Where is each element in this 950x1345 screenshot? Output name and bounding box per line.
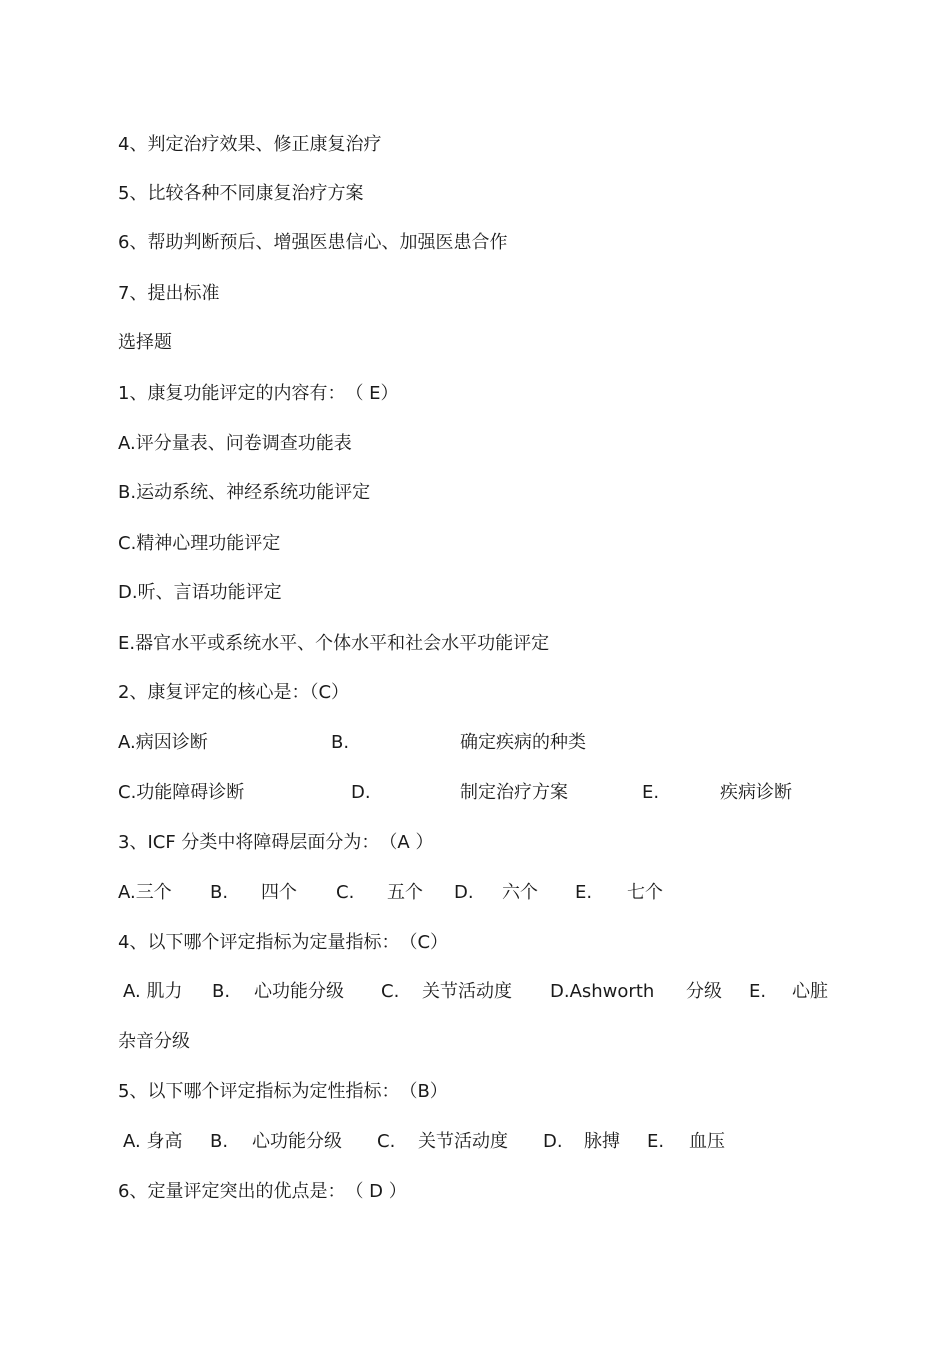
question-1-option-b: B.运动系统、神经系统功能评定 — [118, 482, 371, 503]
question-1-option-a: A.评分量表、问卷调查功能表 — [118, 433, 352, 454]
question-3-option-d-text: 六个 — [502, 882, 538, 903]
question-3-option-e-text: 七个 — [627, 882, 663, 903]
question-5-option-d-text: 脉搏 — [584, 1131, 620, 1152]
question-4-option-e-wrap: 杂音分级 — [118, 1031, 190, 1052]
question-5-stem: 5、以下哪个评定指标为定性指标： （B） — [118, 1081, 448, 1102]
question-5-option-b-text: 心功能分级 — [252, 1131, 342, 1152]
question-1-option-c: C.精神心理功能评定 — [118, 533, 281, 554]
question-1-option-d: D.听、言语功能评定 — [118, 582, 282, 603]
question-2-option-d-text: 制定治疗方案 — [460, 782, 568, 803]
question-5-option-b-letter: B. — [210, 1131, 229, 1152]
question-3-option-b-text: 四个 — [261, 882, 297, 903]
question-1-option-e: E.器官水平或系统水平、个体水平和社会水平功能评定 — [118, 633, 550, 654]
question-3-option-c-letter: C. — [336, 882, 355, 903]
text-line-item-4: 4、判定治疗效果、修正康复治疗 — [118, 134, 382, 155]
question-4-option-b-letter: B. — [212, 981, 231, 1002]
section-heading: 选择题 — [118, 332, 172, 353]
question-2-option-e-letter: E. — [642, 782, 660, 803]
question-2-option-b-letter: B. — [331, 732, 350, 753]
question-2-option-e-text: 疾病诊断 — [720, 782, 792, 803]
question-2-options-row-2 — [0, 781, 950, 805]
question-3-option-c-text: 五个 — [387, 882, 423, 903]
question-3-stem: 3、ICF 分类中将障碍层面分为： （A ） — [118, 832, 434, 853]
question-3-option-e-letter: E. — [575, 882, 593, 903]
question-4-option-e-text: 心脏 — [792, 981, 828, 1002]
question-2-option-c: C.功能障碍诊断 — [118, 782, 245, 803]
question-3-option-d-letter: D. — [454, 882, 474, 903]
question-2-option-b-text: 确定疾病的种类 — [460, 732, 586, 753]
question-2-option-a: A.病因诊断 — [118, 732, 208, 753]
question-6-stem: 6、定量评定突出的优点是： （ D ） — [118, 1181, 407, 1202]
question-1-stem: 1、康复功能评定的内容有： （ E） — [118, 383, 399, 404]
question-5-option-e-letter: E. — [647, 1131, 665, 1152]
question-3-option-b-letter: B. — [210, 882, 229, 903]
question-4-option-c-text: 关节活动度 — [422, 981, 512, 1002]
question-4-option-c-letter: C. — [381, 981, 400, 1002]
text-line-item-5: 5、比较各种不同康复治疗方案 — [118, 183, 364, 204]
question-3-option-a: A.三个 — [118, 882, 172, 903]
question-4-options-row — [0, 980, 950, 1004]
question-2-stem: 2、康复评定的核心是：（C） — [118, 682, 350, 703]
question-5-option-c-text: 关节活动度 — [418, 1131, 508, 1152]
question-5-option-e-text: 血压 — [689, 1131, 725, 1152]
question-4-stem: 4、以下哪个评定指标为定量指标： （C） — [118, 932, 449, 953]
question-5-options-row — [0, 1130, 950, 1154]
question-5-option-a: A. 身高 — [123, 1131, 183, 1152]
question-2-options-row-1 — [0, 731, 950, 755]
question-4-option-d-tail: 分级 — [686, 981, 722, 1002]
question-5-option-d-letter: D. — [543, 1131, 563, 1152]
question-4-option-d-text: D.Ashworth — [550, 981, 655, 1002]
question-3-options-row — [0, 881, 950, 905]
question-4-option-a: A. 肌力 — [123, 981, 183, 1002]
text-line-item-7: 7、提出标准 — [118, 283, 220, 304]
question-4-option-e-letter: E. — [749, 981, 767, 1002]
question-2-option-d-letter: D. — [351, 782, 371, 803]
question-5-option-c-letter: C. — [377, 1131, 396, 1152]
question-4-option-b-text: 心功能分级 — [254, 981, 344, 1002]
text-line-item-6: 6、帮助判断预后、增强医患信心、加强医患合作 — [118, 232, 508, 253]
